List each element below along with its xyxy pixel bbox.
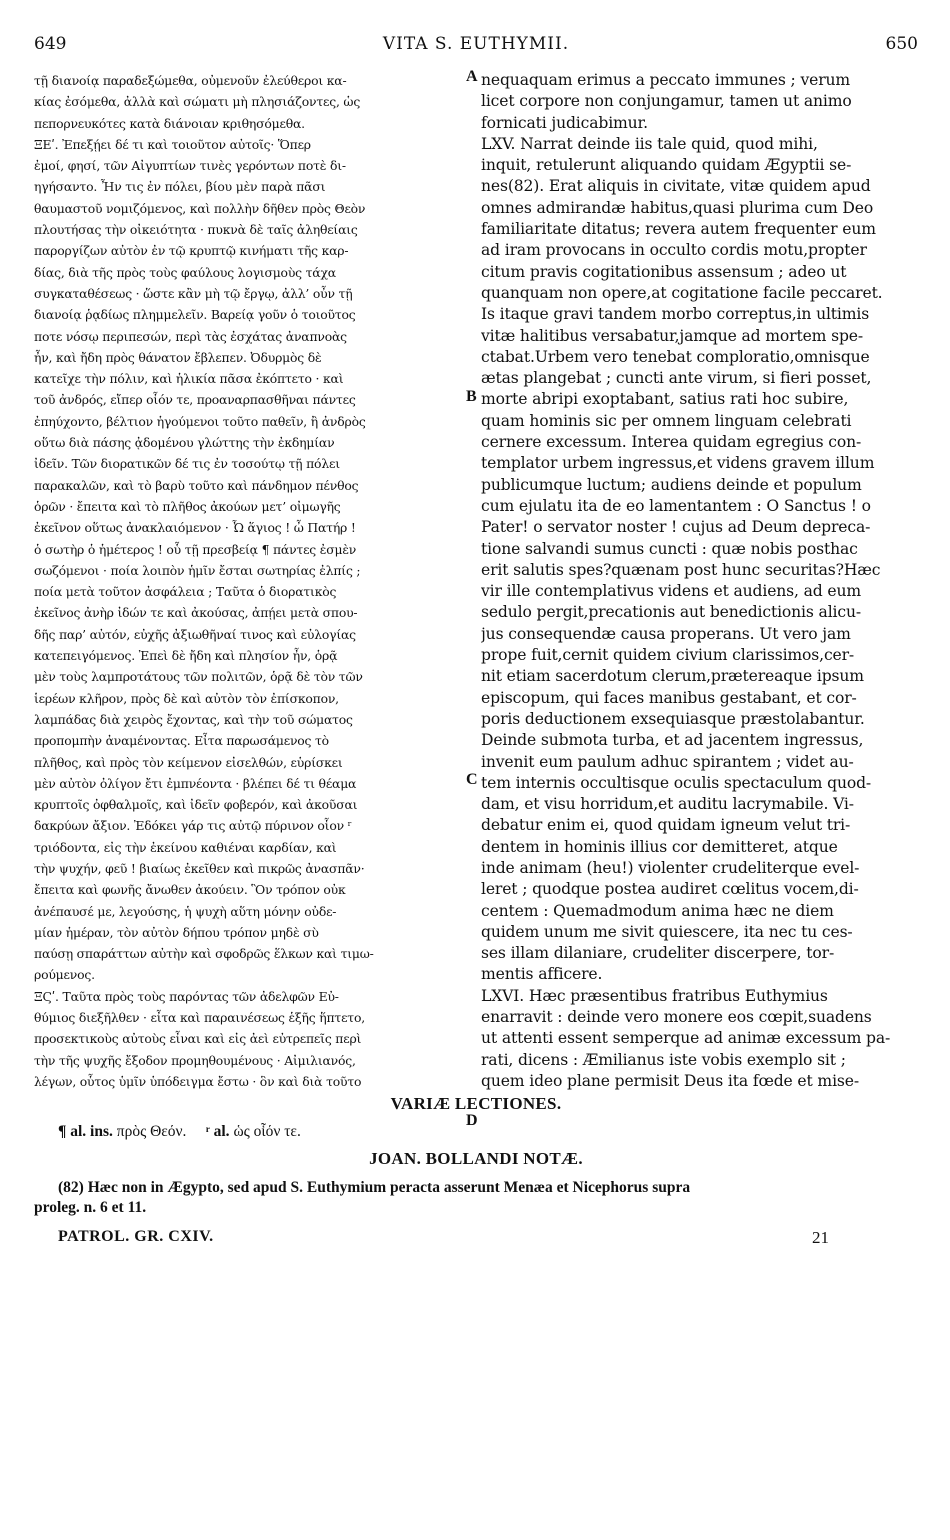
latin-text-line: tem internis occultisque oculis spectaculum quod- bbox=[481, 773, 872, 792]
greek-text-line: ἐμοί, φησί, τῶν Αἰγυπτίων τινὲς γερόντων ποτὲ δι- bbox=[34, 158, 346, 174]
latin-text-line: ætas plangebat ; cuncti ante virum, si fieri posset, bbox=[481, 369, 872, 388]
greek-text-line: λαμπάδας διὰ χειρὸς ἔχοντας, καὶ τὴν τοῦ σώματος bbox=[34, 711, 353, 727]
latin-text-line: tione salvandi sumus cuncti : quæ nobis posthac bbox=[481, 539, 858, 558]
greek-text-line: ἦν, καὶ ἤδη πρὸς θάνατον ἔβλεπεν. Ὀδυρμὸς δὲ bbox=[34, 349, 322, 365]
greek-text-line: πλῆθος, καὶ πρὸς τὸν κείμενον εἰσελθών, εὑρίσκει bbox=[34, 754, 343, 770]
notae-body bbox=[34, 1178, 918, 1218]
latin-text-line: centem : Quemadmodum anima hæc ne diem bbox=[481, 901, 834, 920]
page-header bbox=[34, 34, 918, 60]
latin-text-line: publicumque luctum; audiens deinde et populum bbox=[481, 475, 862, 494]
latin-text-line: omnes admirandæ habitus,quasi plurima cum Deo bbox=[481, 198, 874, 217]
latin-text-line: Deinde submota turba, et ad jacentem ingressus, bbox=[481, 731, 864, 750]
greek-text-line: προσεκτικοὺς αὐτοὺς εἶναι καὶ εἰς ἀεὶ εὐτρεπεῖς περὶ bbox=[34, 1031, 362, 1047]
notae-heading: JOAN. BOLLANDI NOTÆ. bbox=[369, 1149, 583, 1168]
latin-text-line: quidem unum me sivit quiescere, ita nec tu ces- bbox=[481, 922, 853, 941]
greek-text-line: μὲν αὐτὸν ὀλίγον ἔτι ἐμπνέοντα · βλέπει δέ τι θέαμα bbox=[34, 775, 357, 791]
greek-text-line: πλουτήσας τὴν οἰκειότητα · πυκνὰ δὲ ταῖς ἀληθείαις bbox=[34, 222, 358, 238]
greek-text-line: ἰδεῖν. Τῶν διορατικῶν δέ τις ἐν τοσούτῳ τῇ πόλει bbox=[34, 456, 340, 472]
latin-text-line: ctabat.Urbem vero tenebat comploratio,omnisque bbox=[481, 347, 870, 366]
latin-text-line: nit etiam sacerdotum clerum,prætereaque ipsum bbox=[481, 667, 864, 686]
latin-text-line: quam hominis sic per omnem linguam celebrati bbox=[481, 411, 852, 430]
greek-text-line: τὴν ψυχήν, φεῦ ! βιαίως ἐκεῖθεν καὶ πικρῶς ἀνασπᾶν· bbox=[34, 860, 365, 876]
latin-text-line: familiaritate ditatus; revera autem frequenter eum bbox=[481, 220, 876, 239]
greek-text-line: τῇ διανοίᾳ παραδεξώμεθα, οὐμενοῦν ἐλεύθεροι κα- bbox=[34, 73, 347, 88]
greek-text-line: ΞΕʹ. Ἐπεξῄει δέ τι καὶ τοιοῦτον αὐτοῖς· Ὅπερ bbox=[34, 136, 311, 152]
latin-text-line: enarravit : deinde vero monere eos cœpit,suadens bbox=[481, 1008, 872, 1027]
latin-text-line: templator urbem ingressus,et videns gravem illum bbox=[481, 454, 875, 473]
running-title: VITA S. EUTHYMII. bbox=[382, 34, 570, 54]
greek-text-line: ὁ σωτὴρ ὁ ἡμέτερος ! οὗ τῇ πρεσβείᾳ ¶ πάντες ἐσμὲν bbox=[34, 541, 357, 557]
latin-text-line: LXV. Narrat deinde iis tale quid, quod mihi, bbox=[481, 134, 818, 153]
latin-text-line: ses illam dilaniare, crudeliter discerpere, tor- bbox=[481, 944, 835, 963]
variant-1-mark: ¶ al. ins. bbox=[58, 1123, 113, 1140]
greek-text-line: συγκαταθέσεως · ὥστε κἂν μὴ τῷ ἔργῳ, ἀλλ’ οὖν τῇ bbox=[34, 285, 353, 301]
greek-text-line: ἔπειτα καὶ φωνῆς ἄνωθεν ἀκούειν. Ὃν τρόπον οὐκ bbox=[34, 882, 346, 898]
variae-notes bbox=[58, 1122, 918, 1142]
greek-text-line: κρυπτοῖς ὀφθαλμοῖς, καὶ ἰδεῖν φοβερόν, καὶ ἀκοῦσαι bbox=[34, 797, 358, 813]
latin-text-line: inde animam (heu!) violenter crudeliterque evel- bbox=[481, 858, 860, 877]
greek-text-line: δῆς παρ’ αὐτόν, εὐχῆς ἀξιωθῆναί τινος καὶ εὐλογίας bbox=[34, 626, 356, 642]
latin-text-line: citum pravis cogitationibus assensum ; adeo ut bbox=[481, 262, 847, 281]
latin-text-line: morte abripi exoptabant, satius rati hoc subire, bbox=[481, 390, 849, 409]
greek-text-line: ποία μετὰ τοῦτον ἀσφάλεια ; Ταῦτα ὁ διορατικὸς bbox=[34, 584, 337, 600]
latin-text-line: fornicati judicabimur. bbox=[481, 113, 648, 132]
latin-text-line: inquit, retulerunt aliquando quidam Ægyptii se- bbox=[481, 156, 852, 175]
greek-text-line: μὲν τοὺς λαμπροτάτους τῶν πολιτῶν, ὁρᾷ δὲ τὸν τῶν bbox=[34, 669, 363, 685]
variae-lectiones bbox=[34, 1094, 918, 1114]
greek-text-line: ἱερέων κλῆρον, πρὸς δὲ καὶ αὐτὸν τὸν ἐπίσκοπον, bbox=[34, 690, 339, 706]
latin-text-line: cum ejulatu ita de eo lamentantem : O Sanctus ! o bbox=[481, 496, 871, 515]
greek-text-line: τοῦ ἀνδρός, εἴπερ οἷόν τε, προαναρπασθῆναι πάντες bbox=[34, 392, 356, 408]
latin-column bbox=[481, 70, 918, 1092]
section-marker-a: A bbox=[466, 68, 478, 85]
latin-text-line: mentis afficere. bbox=[481, 965, 603, 984]
greek-text-line: κατεπειγόμενος. Ἐπεὶ δὲ ἤδη καὶ πλησίον ἦν, ὁρᾷ bbox=[34, 648, 338, 664]
latin-text-line: leret ; quodque postea audiret cœlitus vocem,di- bbox=[481, 880, 859, 899]
variant-2-text: ὡς οἷόν τε. bbox=[233, 1123, 301, 1140]
greek-text-line: ΞϚʹ. Ταῦτα πρὸς τοὺς παρόντας τῶν ἀδελφῶν Εὐ- bbox=[34, 988, 339, 1004]
section-marker-b: B bbox=[466, 388, 477, 405]
latin-text-line: prope fuit,cernit quidem civium clarissimos,cer- bbox=[481, 646, 855, 665]
section-marker-d: D bbox=[466, 1112, 478, 1129]
greek-text-line: τριόδοντα, εἰς τὴν ἐκείνου καθιέναι καρδίαν, καὶ bbox=[34, 839, 337, 855]
greek-text-line: ρούμενος. bbox=[34, 967, 95, 983]
greek-text-line: δακρύων ἄξιον. Ἐδόκει γάρ τις αὐτῷ πύρινον οἷον ʳ bbox=[34, 818, 352, 834]
latin-text-line: episcopum, qui faces manibus gestabant, et cor- bbox=[481, 688, 857, 707]
greek-text-line: ἐκεῖνος ἀνὴρ ἰδών τε καὶ ἀκούσας, ἀπῄει μετὰ σπου- bbox=[34, 605, 358, 621]
variant-1-text: πρὸς Θεόν. bbox=[116, 1123, 187, 1140]
latin-text-line: vitæ halitibus versabatur,jamque ad mortem spe- bbox=[481, 326, 863, 345]
latin-text-line: debatur enim ei, quod quidam igneum velut tri- bbox=[481, 816, 851, 835]
page-number-left: 649 bbox=[34, 34, 67, 54]
latin-text-line: quanquam non opere,at cogitatione facile peccaret. bbox=[481, 283, 883, 302]
latin-text-line: cernere excessum. Interea quidam egregius con- bbox=[481, 433, 862, 452]
latin-text-line: dam, et visu horridum,et auditu lacrymabile. Vi- bbox=[481, 795, 854, 814]
latin-text-line: sedulo pergit,precationis aut benedictionis alicu- bbox=[481, 603, 861, 622]
latin-text-line: Pater! o servator noster ! cujus ad Deum depreca- bbox=[481, 518, 871, 537]
latin-text-line: ad iram provocans in occulto cordis motu,propter bbox=[481, 241, 867, 260]
latin-text-line: jus consequendæ causa properans. Ut vero jam bbox=[481, 624, 851, 643]
latin-text-line: nequaquam erimus a peccato immunes ; verum bbox=[481, 71, 851, 89]
greek-text-line: ἐκεῖνον οὕτως ἀνακλαιόμενον · Ὦ ἅγιος ! ὦ Πατήρ ! bbox=[34, 520, 356, 536]
greek-text-line: διανοίᾳ ῥᾳδίως πλημμελεῖν. Βαρείᾳ γοῦν ὁ τοιοῦτος bbox=[34, 307, 356, 323]
greek-text-line: τὴν τῆς ψυχῆς ἔξοδον προμηθουμένους · Αἰμιλιανός, bbox=[34, 1052, 356, 1068]
greek-text-line: κίας ἐσόμεθα, ἀλλὰ καὶ σώματι μὴ πλησιάζοντες, ὡς bbox=[34, 94, 361, 110]
latin-text-line: nes(82). Erat aliquis in civitate, vitæ quidem apud bbox=[481, 177, 871, 196]
greek-text-line: κατεῖχε τὴν πόλιν, καὶ ἡλικία πᾶσα ἐκόπτετο · καὶ bbox=[34, 371, 344, 387]
greek-text-line: παρακαλῶν, καὶ τὸ βαρὺ τοῦτο καὶ πάνδημον πένθος bbox=[34, 477, 359, 493]
greek-text-line: θαυμαστοῦ νομιζόμενος, καὶ πολλὴν δῆθεν πρὸς Θεὸν bbox=[34, 200, 366, 216]
note-82-line-2: proleg. n. 6 et 11. bbox=[34, 1199, 147, 1216]
latin-text-line: LXVI. Hæc præsentibus fratribus Euthymius bbox=[481, 986, 828, 1005]
greek-text-line: δίας, διὰ τῆς πρὸς τοὺς φαύλους λογισμοὺς τάχα bbox=[34, 264, 336, 280]
section-marker-c: C bbox=[466, 771, 478, 788]
latin-text-line: invenit eum paulum adhuc spirantem ; videt au- bbox=[481, 752, 854, 771]
greek-text-line: θύμιος διεξῆλθεν · εἶτα καὶ παραινέσεως ἑξῆς ἥπτετο, bbox=[34, 1010, 365, 1026]
variae-heading: VARIÆ LECTIONES. bbox=[390, 1094, 562, 1113]
greek-text-line: πεπορνευκότες κατὰ διάνοιαν κριθησόμεθα. bbox=[34, 115, 305, 131]
greek-text-line: ὁρῶν · ἔπειτα καὶ τὸ πλῆθος ἀκούων μετ’ οἰμωγῆς bbox=[34, 498, 341, 514]
latin-text-line: poris deductionem exsequiasque præstolabantur. bbox=[481, 709, 865, 728]
bollandi-notae bbox=[34, 1149, 918, 1169]
latin-text-line: rati, dicens : Æmilianus iste vobis exemplo sit ; bbox=[481, 1050, 846, 1069]
greek-text-line: παροργίζων αὐτὸν ἐν τῷ κρυπτῷ κινήματι τῆς καρ- bbox=[34, 243, 349, 259]
signature-mark: PATROL. GR. CXIV. bbox=[58, 1228, 214, 1245]
latin-text-line: dentem in hominis illius cor demitteret, atque bbox=[481, 837, 838, 856]
greek-text-line: ποτε νόσῳ περιπεσών, περὶ τὰς ἐσχάτας ἀναπνοὰς bbox=[34, 328, 347, 344]
greek-text-line: λέγων, οὗτος ὑμῖν ὑπόδειγμα ἔστω · ὃν καὶ διὰ τοῦτο bbox=[34, 1073, 362, 1089]
latin-text-line: Is itaque gravi tandem morbo correptus,in ultimis bbox=[481, 305, 870, 324]
greek-text-line: ἐπηύχοντο, βέλτιον ἡγούμενοι τοῦτο παθεῖν, ἢ ἀνδρὸς bbox=[34, 413, 366, 429]
variant-2-mark: ʳ al. bbox=[205, 1123, 230, 1140]
greek-text-line: προπομπὴν ἀναμένοντας. Εἶτα παρωσάμενος τὸ bbox=[34, 733, 329, 749]
latin-text-line: quem ideo plane permisit Deus ita fœde et mise- bbox=[481, 1071, 859, 1090]
latin-text-line: licet corpore non conjungamur, tamen ut animo bbox=[481, 92, 852, 111]
signature-number: 21 bbox=[812, 1228, 829, 1247]
note-82-line-1: (82) Hæc non in Ægypto, sed apud S. Euthymium peracta asserunt Menæa et Nicephorus supra bbox=[58, 1179, 691, 1196]
greek-text-line: σωζόμενοι · ποία λοιπὸν ἡμῖν ἔσται σωτηρίας ἐλπίς ; bbox=[34, 562, 361, 578]
greek-text-line: ηγήσαντο. Ἦν τις ἐν πόλει, βίου μὲν παρὰ πᾶσι bbox=[34, 179, 326, 195]
latin-text-line: vir ille contemplativus videns et audiens, ad eum bbox=[481, 582, 862, 601]
page-number-right: 650 bbox=[885, 34, 918, 54]
greek-text-line: ἀνέπαυσέ με, λεγούσης, ἡ ψυχὴ αὕτη μόνην οὐδε- bbox=[34, 903, 337, 919]
greek-column bbox=[34, 70, 468, 1092]
greek-text-line: μίαν ἡμέραν, τὸν αὐτὸν δήπου τρόπον μηδὲ σὺ bbox=[34, 924, 319, 940]
latin-text-line: ut attenti essent semperque ad animæ excessum pa- bbox=[481, 1029, 891, 1048]
latin-text-line: erit salutis spes?quænam post hunc securitas?Hæc bbox=[481, 560, 881, 579]
greek-text-line: οὕτω διὰ πάσης ᾀδομένου γλώττης τὴν ἐκδημίαν bbox=[34, 435, 335, 451]
greek-text-line: παύσῃ σπαράττων αὐτὴν καὶ σφοδρῶς ἕλκων καὶ τιμω- bbox=[34, 946, 374, 962]
